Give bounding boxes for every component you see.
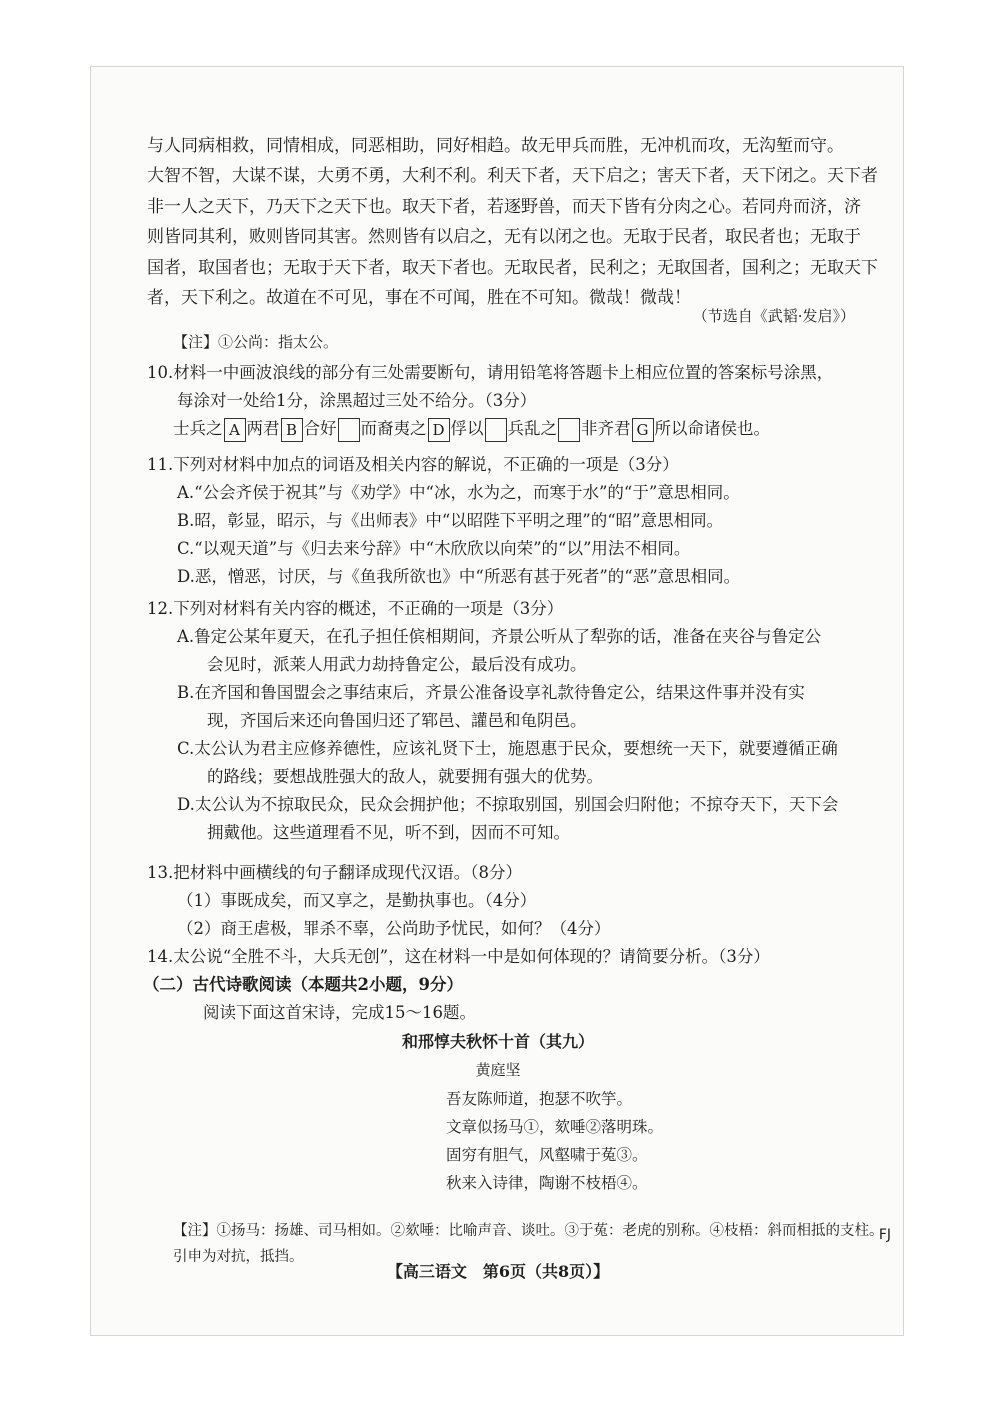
q13-item-2: （2）商王虐极，罪杀不辜，公尚助予忧民，如何？（4分） xyxy=(177,919,611,938)
q10-stem-line: 每涂对一处给1分，涂黑超过三处不给分。（3分） xyxy=(177,391,537,410)
sentence-text: 士兵之 xyxy=(173,419,223,438)
question-11 xyxy=(147,451,740,591)
poem-line: 吾友陈师道，抱瑟不吹竽。 xyxy=(446,1090,633,1108)
q12-option-d: D.太公认为不掠取民众，民众会拥护他；不掠取别国，别国会归附他；不掠夺天下，天下会 xyxy=(177,795,839,814)
sentence-text: 而裔夷之 xyxy=(360,419,427,438)
q12-option-d-cont: 拥戴他。这些道理看不见，听不到，因而不可知。 xyxy=(207,823,570,842)
poem-note: 【注】①扬马：扬雄、司马相如。②欬唾：比喻声音、谈吐。③于菟：老虎的别称。④枝梧：斜而相抵的支柱。 xyxy=(173,1223,884,1239)
passage-note: 【注】①公尚：指太公。 xyxy=(173,333,339,351)
q11-option-c: C.“以观天道”与《归去来兮辞》中“木欣欣以向荣”的“以”用法不相同。 xyxy=(177,539,691,558)
passage-line: 则皆同其利，败则皆同其害。然则皆有以启之，无有以闭之也。无取于民者，取民者也；无取于 xyxy=(147,227,861,248)
answer-box-b[interactable]: B xyxy=(281,418,303,442)
classical-passage xyxy=(147,131,878,313)
sentence-text: 合好 xyxy=(303,419,337,438)
passage-line: 与人同病相救，同情相成，同恶相助，同好相趋。故无甲兵而胜，无冲机而攻，无沟堑而守。 xyxy=(147,136,844,156)
answer-box-g[interactable]: G xyxy=(632,418,654,442)
question-13 xyxy=(147,859,611,943)
passage-line: 者，天下利之。故道在不可见，事在不可闻，胜在不可知。微哉！微哉！ xyxy=(147,288,691,309)
passage-line: 国者，取国者也；无取于天下者，取天下者也。无取民者，民利之；无取国者，国利之；无取天下 xyxy=(147,257,878,278)
answer-box-f[interactable] xyxy=(558,418,580,442)
answer-box-d[interactable]: D xyxy=(428,418,450,442)
answer-box-e[interactable] xyxy=(485,418,507,442)
poem-title: 和邢惇夫秋怀十首（其九） xyxy=(401,1032,594,1051)
q13-item-1: （1）事既成矣，而又享之，是勤执事也。（4分） xyxy=(177,891,537,910)
sentence-text: 兵乱之 xyxy=(507,419,557,438)
sentence-text: 非齐君 xyxy=(581,419,631,438)
q12-option-c: C.太公认为君主应修养德性，应该礼贤下士，施恩惠于民众，要想统一天下，就要遵循正确 xyxy=(177,739,838,758)
answer-box-a[interactable]: A xyxy=(224,418,246,442)
exam-page xyxy=(90,66,904,1336)
sentence-text: 所以命诸侯也。 xyxy=(654,419,770,438)
poem-line: 秋来入诗律，陶谢不枝梧④。 xyxy=(446,1174,648,1192)
q11-option-d: D.恶，憎恶，讨厌，与《鱼我所欲也》中“所恶有甚于死者”的“恶”意思相同。 xyxy=(177,567,741,586)
question-12 xyxy=(147,595,838,847)
sentence-text: 两君 xyxy=(246,419,280,438)
q10-stem-line: 10.材料一中画波浪线的部分有三处需要断句，请用铅笔将答题卡上相应位置的答案标号涂黑， xyxy=(147,363,834,382)
question-14: 14.太公说“全胜不斗，大兵无创”，这在材料一中是如何体现的？请简要分析。（3分） xyxy=(147,947,770,966)
page-footer: 【高三语文 第6页（共8页）】 xyxy=(386,1262,610,1281)
q12-option-c-cont: 的路线；要想战胜强大的敌人，就要拥有强大的优势。 xyxy=(207,767,603,786)
q11-stem: 11.下列对材料中加点的词语及相关内容的解说，不正确的一项是（3分） xyxy=(147,455,679,474)
q11-option-b: B.昭，彰显，昭示，与《出师表》中“以昭陛下平明之理”的“昭”意思相同。 xyxy=(177,511,724,530)
region-code: FJ xyxy=(878,1227,891,1243)
q12-option-b-cont: 现，齐国后来还向鲁国归还了郓邑、讙邑和龟阴邑。 xyxy=(207,711,587,730)
answer-box-c[interactable] xyxy=(338,418,360,442)
sentence-text: 俘以 xyxy=(450,419,484,438)
passage-source: （节选自《武韬·发启》） xyxy=(692,307,855,325)
poem-line: 固穷有胆气，风壑啸于菟③。 xyxy=(446,1146,648,1164)
q10-sentence xyxy=(173,415,770,442)
q13-stem: 13.把材料中画横线的句子翻译成现代汉语。（8分） xyxy=(147,863,522,882)
section-heading: （二）古代诗歌阅读（本题共2小题，9分） xyxy=(143,975,463,994)
q11-option-a: A.“公会齐侯于祝其”与《劝学》中“冰，水为之，而寒于水”的“于”意思相同。 xyxy=(177,483,740,502)
q12-option-a-cont: 会见时，派莱人用武力劫持鲁定公，最后没有成功。 xyxy=(207,655,587,674)
passage-line: 非一人之天下，乃天下之天下也。取天下者，若逐野兽，而天下皆有分肉之心。若同舟而济，济 xyxy=(147,196,861,217)
q12-stem: 12.下列对材料有关内容的概述，不正确的一项是（3分） xyxy=(147,599,564,618)
passage-line: 大智不智，大谋不谋，大勇不勇，大利不利。利天下者，天下启之；害天下者，天下闭之。天下者 xyxy=(147,166,878,187)
poem-line: 文章似扬马①，欬唾②落明珠。 xyxy=(446,1118,664,1136)
question-10 xyxy=(147,359,833,415)
section-intro: 阅读下面这首宋诗，完成15～16题。 xyxy=(203,1003,476,1022)
poem-author: 黄庭坚 xyxy=(475,1061,521,1079)
q12-option-a: A.鲁定公某年夏天，在孔子担任傧相期间，齐景公听从了犁弥的话，准备在夹谷与鲁定公 xyxy=(177,627,822,646)
q12-option-b: B.在齐国和鲁国盟会之事结束后，齐景公准备设享礼款待鲁定公，结果这件事并没有实 xyxy=(177,683,805,702)
poem-note-cont: 引申为对抗，抵挡。 xyxy=(173,1249,304,1265)
